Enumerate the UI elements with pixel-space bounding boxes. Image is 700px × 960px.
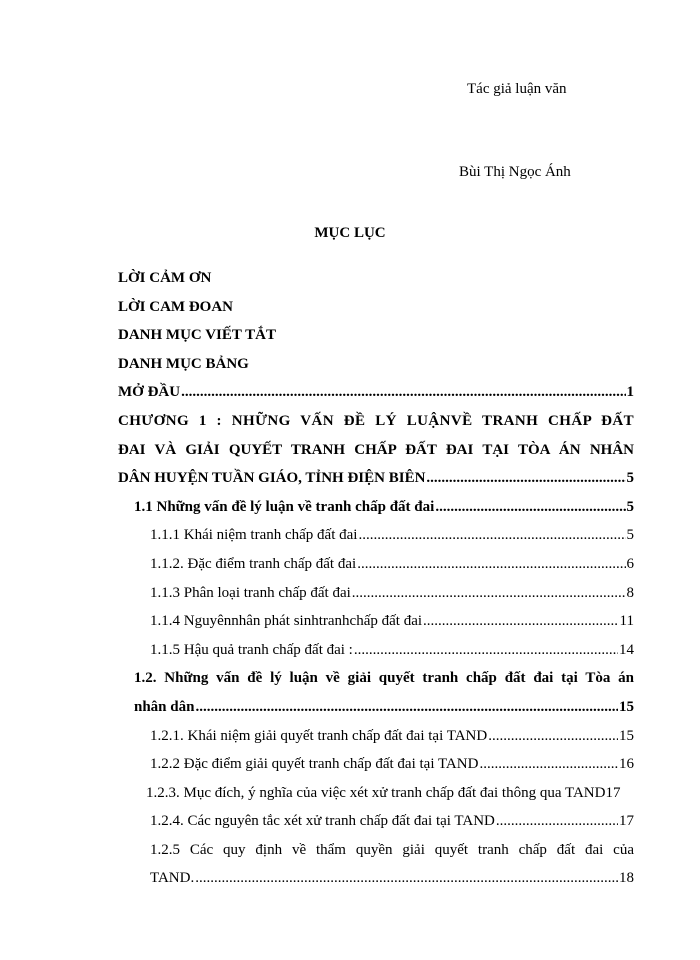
toc-page-number: 17 bbox=[619, 813, 634, 830]
toc-sub-1-1-2 bbox=[118, 550, 634, 579]
toc-leader-dots bbox=[426, 464, 625, 493]
toc-entry-text: 1.2.2 Đặc điểm giải quyết tranh chấp đất đai tại TAND bbox=[150, 756, 479, 773]
toc-entry-text: 1.1.3 Phân loại tranh chấp đất đai bbox=[150, 584, 351, 601]
toc-front-tables: DANH MỤC BẢNG bbox=[118, 355, 249, 372]
toc-front-acknowledgement: LỜI CẢM ƠN bbox=[118, 270, 212, 286]
toc-sub-1-1-1 bbox=[118, 521, 634, 550]
toc-leader-dots bbox=[358, 521, 625, 550]
toc-page-number: 15 bbox=[619, 727, 634, 744]
table-of-contents bbox=[118, 264, 634, 893]
toc-page-number: 11 bbox=[619, 613, 634, 630]
toc-leader-dots bbox=[181, 378, 625, 407]
toc-entry-text: 1.1 Những vấn đề lý luận về tranh chấp đất đai bbox=[134, 498, 435, 515]
toc-section-1-1 bbox=[118, 493, 634, 522]
toc-leader-dots bbox=[357, 550, 625, 579]
toc-page-number: 16 bbox=[619, 756, 634, 773]
toc-entry-text: MỞ ĐẦU bbox=[118, 384, 181, 401]
toc-entry-text: 1.1.2. Đặc điểm tranh chấp đất đai bbox=[150, 555, 357, 572]
toc-entry-text: 1.1.1 Khái niệm tranh chấp đất đai bbox=[150, 527, 358, 544]
toc-leader-dots bbox=[195, 693, 618, 722]
toc-entry-text: 1.1.5 Hậu quả tranh chấp đất đai : bbox=[150, 641, 353, 658]
toc-sub-1-1-5 bbox=[118, 636, 634, 665]
toc-page-number: 6 bbox=[626, 555, 634, 572]
toc-front-abbreviations: DANH MỤC VIẾT TẮT bbox=[118, 327, 276, 344]
toc-sub-1-2-5-line2 bbox=[118, 864, 634, 893]
toc-entry-text: nhân dân bbox=[134, 698, 195, 715]
toc-leader-dots bbox=[488, 722, 618, 751]
toc-chapter1-line1: CHƯƠNG 1 : NHỮNG VẤN ĐỀ LÝ LUẬNVỀ TRANH CHẤP ĐẤT bbox=[118, 412, 634, 429]
toc-sub-1-1-4 bbox=[118, 607, 634, 636]
toc-page-number: 8 bbox=[626, 584, 634, 601]
toc-page-number: 18 bbox=[619, 870, 634, 887]
toc-leader-dots bbox=[423, 607, 619, 636]
toc-leader-dots bbox=[354, 636, 618, 665]
toc-leader-dots bbox=[435, 493, 625, 522]
author-name: Bùi Thị Ngọc Ánh bbox=[459, 164, 571, 180]
toc-leader-dots bbox=[195, 864, 618, 893]
toc-sub-1-2-3: 1.2.3. Mục đích, ý nghĩa của việc xét xử tranh chấp đất đai thông qua TAND17 bbox=[146, 784, 621, 801]
toc-page-number: 5 bbox=[626, 527, 634, 544]
toc-page-number: 1 bbox=[626, 384, 634, 401]
toc-entry-text: 1.1.4 Nguyênnhân phát sinhtranhchấp đất đai bbox=[150, 613, 423, 630]
toc-sub-1-1-3 bbox=[118, 579, 634, 608]
toc-leader-dots bbox=[496, 807, 618, 836]
toc-entry-text: 1.2.4. Các nguyên tắc xét xử tranh chấp đất đai tại TAND bbox=[150, 813, 495, 830]
toc-page-number: 15 bbox=[619, 698, 634, 715]
toc-page-number: 5 bbox=[626, 470, 634, 487]
toc-entry-introduction bbox=[118, 378, 634, 407]
toc-sub-1-2-1 bbox=[118, 722, 634, 751]
toc-leader-dots bbox=[352, 579, 626, 608]
toc-sub-1-2-5-line1: 1.2.5 Các quy định về thẩm quyền giải quyết tranh chấp đất đai của bbox=[150, 841, 634, 858]
toc-entry-text: TAND. bbox=[150, 870, 195, 887]
toc-chapter1-line2: ĐAI VÀ GIẢI QUYẾT TRANH CHẤP ĐẤT ĐAI TẠI TÒA ÁN NHÂN bbox=[118, 441, 634, 458]
toc-leader-dots bbox=[479, 750, 618, 779]
toc-front-declaration: LỜI CAM ĐOAN bbox=[118, 298, 233, 315]
toc-section-1-2-line1: 1.2. Những vấn đề lý luận về giải quyết tranh chấp đất đai tại Tòa án bbox=[134, 670, 634, 687]
toc-entry-text: DÂN HUYỆN TUẦN GIÁO, TỈNH ĐIỆN BIÊN bbox=[118, 470, 426, 487]
toc-page-number: 5 bbox=[626, 498, 634, 515]
author-role-label: Tác giả luận văn bbox=[467, 81, 567, 97]
toc-entry-text: 1.2.1. Khái niệm giải quyết tranh chấp đất đai tại TAND bbox=[150, 727, 488, 744]
toc-sub-1-2-2 bbox=[118, 750, 634, 779]
toc-sub-1-2-4 bbox=[118, 807, 634, 836]
toc-section-1-2-line2 bbox=[118, 693, 634, 722]
toc-page-number: 14 bbox=[619, 641, 634, 658]
toc-title: MỤC LỤC bbox=[314, 225, 386, 241]
toc-chapter1-line3 bbox=[118, 464, 634, 493]
